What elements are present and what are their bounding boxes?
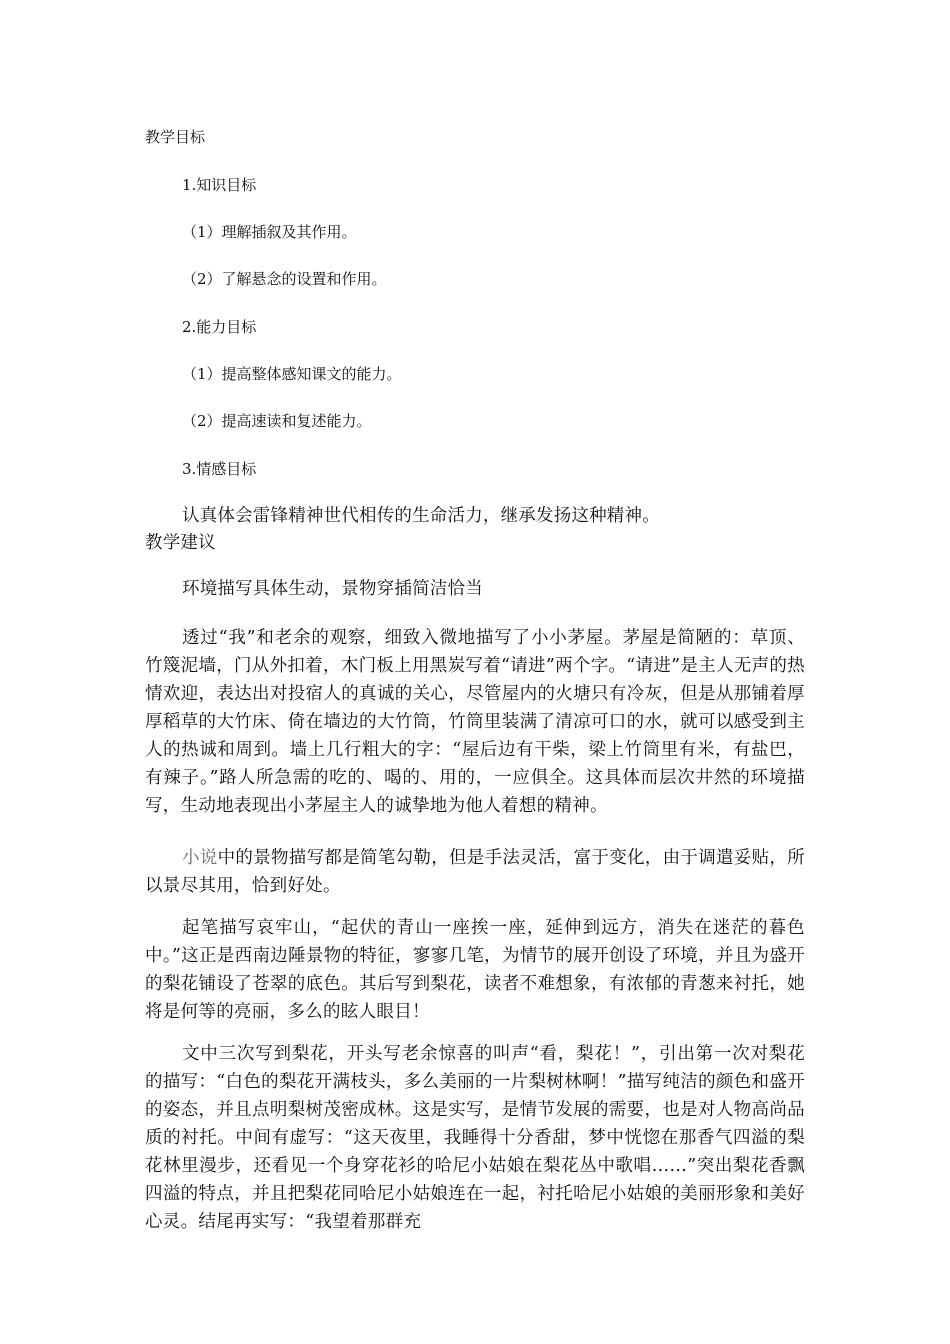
ability-goal-item-1: （1）提高整体感知课文的能力。 bbox=[182, 365, 402, 383]
paragraph-scenery-overview bbox=[145, 844, 805, 900]
paragraph-hut-description: 透过“我”和老余的观察，细致入微地描写了小小茅屋。茅屋是简陋的：草顶、竹篾泥墙，门从外扣着，木门板上用黑炭写着“请进”两个字。“请进”是主人无声的热情欢迎，表达出对投宿人的真诚的关心，尽管屋内的火塘只有冷灰，但是从那铺着厚厚稻草的大竹床、倚在墙边的大竹筒，竹筒里装满了清凉可口的水，就可以感受到主人的热诚和周到。墙上几行粗大的字：“屋后边有干柴，梁上竹筒里有米，有盐巴，有辣子。”路人所急需的吃的、喝的、用的，一应俱全。这具体而层次井然的环境描写，生动地表现出小茅屋主人的诚挚地为他人着想的精神。 bbox=[145, 628, 805, 816]
ability-goal-heading: 2.能力目标 bbox=[182, 318, 257, 336]
emotion-goal-heading: 3.情感目标 bbox=[182, 460, 257, 478]
knowledge-goal-heading: 1.知识目标 bbox=[182, 176, 257, 194]
paragraph-scenery-overview-text: 中的景物描写都是简笔勾勒，但是手法灵活，富于变化，由于调遣妥贴，所以景尽其用，恰到好处。 bbox=[145, 848, 806, 896]
paragraph-ailao-mountain: 起笔描写哀牢山，“起伏的青山一座挨一座，延伸到远方，消失在迷茫的暮色中。”这正是西南边陲景物的特征，寥寥几笔，为情节的展开创设了环境，并且为盛开的梨花铺设了苍翠的底色。其后写到梨花，读者不难想象，有浓郁的青葱来衬托，她将是何等的亮丽，多么的眩人眼目！ bbox=[145, 918, 805, 1022]
paragraph-pear-blossom: 文中三次写到梨花，开头写老余惊喜的叫声“看，梨花！”，引出第一次对梨花的描写：“白色的梨花开满枝头，多么美丽的一片梨树林啊！”描写纯洁的颜色和盛开的姿态，并且点明梨树茂密成林。这是实写，是情节发展的需要，也是对人物高尚品质的衬托。中间有虚写：“这天夜里，我睡得十分香甜，梦中恍惚在那香气四溢的梨花林里漫步，还看见一个身穿花衫的哈尼小姑娘在梨花丛中歌唱……”突出梨花香飘四溢的特点，并且把梨花同哈尼小姑娘连在一起，衬托哈尼小姑娘的美丽形象和美好心灵。结尾再实写：“我望着那群充 bbox=[145, 1044, 805, 1232]
novel-link[interactable]: 小说 bbox=[182, 848, 218, 868]
section-heading-teaching-goals: 教学目标 bbox=[145, 128, 206, 146]
emotion-goal-text: 认真体会雷锋精神世代相传的生命活力，继承发扬这种精神。 bbox=[182, 506, 660, 526]
knowledge-goal-item-1: （1）理解插叙及其作用。 bbox=[182, 223, 357, 241]
section-heading-teaching-suggestions: 教学建议 bbox=[145, 533, 216, 553]
section-subheading: 环境描写具体生动，景物穿插简洁恰当 bbox=[182, 579, 483, 599]
ability-goal-item-2: （2）提高速读和复述能力。 bbox=[182, 412, 372, 430]
knowledge-goal-item-2: （2）了解悬念的设置和作用。 bbox=[182, 270, 387, 288]
